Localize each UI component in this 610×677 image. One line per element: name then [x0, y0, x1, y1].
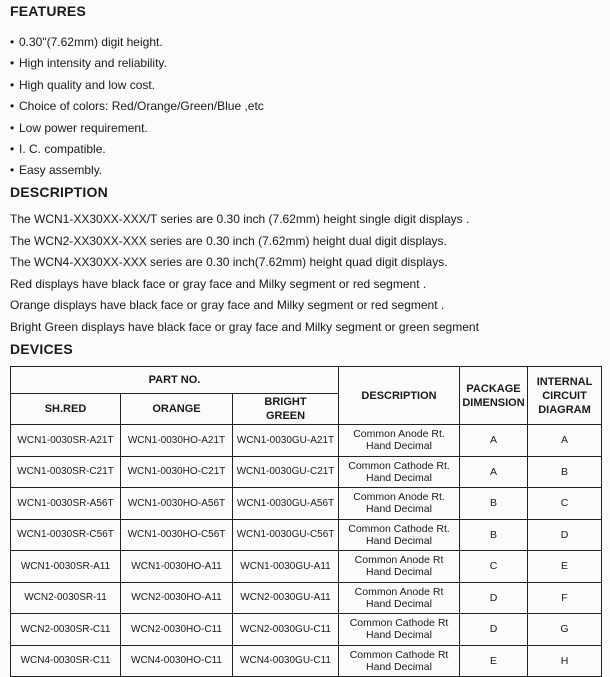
table-row: [11, 425, 602, 457]
description-cell: Common Cathode Rt. Hand Decimal: [339, 519, 460, 551]
bright-green-part-cell: WCN1-0030GU-A21T: [233, 425, 339, 457]
feature-item: • Easy assembly.: [10, 160, 264, 181]
package-dimension-cell: D: [460, 614, 528, 646]
circuit-diagram-cell: H: [528, 645, 602, 677]
orange-part-cell: WCN4-0030HO-C11: [121, 645, 233, 677]
table-row: [11, 614, 602, 646]
description-line: Orange displays have black face or gray face and Milky segment or red segment .: [10, 298, 445, 313]
internal-circuit-diagram-header: INTERNAL CIRCUIT DIAGRAM: [528, 367, 602, 425]
feature-item: • I. C. compatible.: [10, 139, 264, 160]
bright-green-part-cell: WCN1-0030GU-C21T: [233, 456, 339, 488]
description-cell: Common Cathode Rt. Hand Decimal: [339, 456, 460, 488]
table-row: [11, 645, 602, 677]
sh-red-part-cell: WCN1-0030SR-A56T: [11, 488, 121, 520]
bullet-icon: •: [10, 35, 15, 49]
sh-red-part-cell: WCN2-0030SR-11: [11, 582, 121, 614]
table-row: [11, 551, 602, 583]
orange-part-cell: WCN2-0030HO-A11: [121, 582, 233, 614]
description-line: The WCN1-XX30XX-XXX/T series are 0.30 inch (7.62mm) height single digit displays .: [10, 212, 470, 226]
circuit-diagram-cell: B: [528, 456, 602, 488]
description-cell: Common Anode Rt. Hand Decimal: [339, 425, 460, 457]
orange-part-cell: WCN1-0030HO-A21T: [121, 425, 233, 457]
package-dimension-cell: B: [460, 519, 528, 551]
bullet-icon: •: [10, 77, 15, 92]
package-dimension-cell: A: [460, 425, 528, 457]
table-row: [11, 519, 602, 551]
circuit-diagram-cell: G: [528, 614, 602, 646]
bright-green-part-cell: WCN2-0030GU-A11: [233, 582, 339, 614]
circuit-diagram-cell: C: [528, 488, 602, 520]
feature-item: • Choice of colors: Red/Orange/Green/Blue ,etc: [10, 96, 264, 117]
table-row: [11, 582, 602, 614]
feature-item: • High quality and low cost.: [10, 75, 264, 96]
description-cell: Common Cathode Rt Hand Decimal: [339, 614, 460, 646]
package-dimension-cell: D: [460, 582, 528, 614]
orange-part-cell: WCN1-0030HO-A11: [121, 551, 233, 583]
description-cell: Common Anode Rt Hand Decimal: [339, 551, 460, 583]
circuit-diagram-cell: E: [528, 551, 602, 583]
bright-green-part-cell: WCN4-0030GU-C11: [233, 645, 339, 677]
package-dimension-cell: E: [460, 645, 528, 677]
package-dimension-cell: C: [460, 551, 528, 583]
description-line: The WCN4-XX30XX-XXX series are 0.30 inch(7.62mm) height quad digit displays.: [10, 255, 448, 270]
sh-red-part-cell: WCN1-0030SR-A21T: [11, 425, 121, 457]
bright-green-part-cell: WCN2-0030GU-C11: [233, 614, 339, 646]
circuit-diagram-cell: F: [528, 582, 602, 614]
sh-red-part-cell: WCN1-0030SR-A11: [11, 551, 121, 583]
description-line: Bright Green displays have black face or gray face and Milky segment or green segment: [10, 319, 479, 334]
features-list: [10, 32, 264, 182]
bright-green-part-cell: WCN1-0030GU-A56T: [233, 488, 339, 520]
devices-heading: DEVICES: [10, 341, 73, 357]
orange-header: ORANGE: [121, 394, 233, 425]
bullet-icon: •: [10, 141, 15, 156]
orange-part-cell: WCN1-0030HO-A56T: [121, 488, 233, 520]
description-header: DESCRIPTION: [339, 367, 460, 425]
circuit-diagram-cell: A: [528, 425, 602, 457]
sh-red-part-cell: WCN1-0030SR-C21T: [11, 456, 121, 488]
description-line: The WCN2-XX30XX-XXX series are 0.30 inch (7.62mm) height dual digit displays.: [10, 233, 447, 248]
table-row: [11, 488, 602, 520]
package-dimension-cell: A: [460, 456, 528, 488]
package-dimension-cell: B: [460, 488, 528, 520]
table-row: [11, 456, 602, 488]
bullet-icon: •: [10, 99, 15, 114]
sh-red-part-cell: WCN4-0030SR-C11: [11, 645, 121, 677]
orange-part-cell: WCN2-0030HO-C11: [121, 614, 233, 646]
description-line: Red displays have black face or gray face and Milky segment or red segment .: [10, 276, 427, 291]
bright-green-part-cell: WCN1-0030GU-A11: [233, 551, 339, 583]
orange-part-cell: WCN1-0030HO-C21T: [121, 456, 233, 488]
features-heading: FEATURES: [10, 3, 87, 19]
feature-item: • 0.30"(7.62mm) digit height.: [10, 32, 264, 53]
description-cell: Common Anode Rt. Hand Decimal: [339, 488, 460, 520]
circuit-diagram-cell: D: [528, 519, 602, 551]
orange-part-cell: WCN1-0030HO-C56T: [121, 519, 233, 551]
description-body: [10, 209, 479, 339]
description-cell: Common Anode Rt Hand Decimal: [339, 582, 460, 614]
description-heading: DESCRIPTION: [10, 184, 108, 200]
feature-item: • High intensity and reliability.: [10, 53, 264, 74]
bright-green-part-cell: WCN1-0030GU-C56T: [233, 519, 339, 551]
bright-green-header: BRIGHT GREEN: [233, 394, 339, 425]
bullet-icon: •: [10, 163, 15, 178]
bullet-icon: •: [10, 56, 15, 71]
sh-red-part-cell: WCN1-0030SR-C56T: [11, 519, 121, 551]
feature-item: • Low power requirement.: [10, 118, 264, 139]
package-dimension-header: PACKAGE DIMENSION: [460, 367, 528, 425]
devices-table: [10, 366, 602, 677]
sh-red-part-cell: WCN2-0030SR-C11: [11, 614, 121, 646]
sh-red-header: SH.RED: [11, 394, 121, 425]
bullet-icon: •: [10, 120, 15, 135]
part-no-header: PART NO.: [11, 367, 339, 394]
description-cell: Common Cathode Rt Hand Decimal: [339, 645, 460, 677]
